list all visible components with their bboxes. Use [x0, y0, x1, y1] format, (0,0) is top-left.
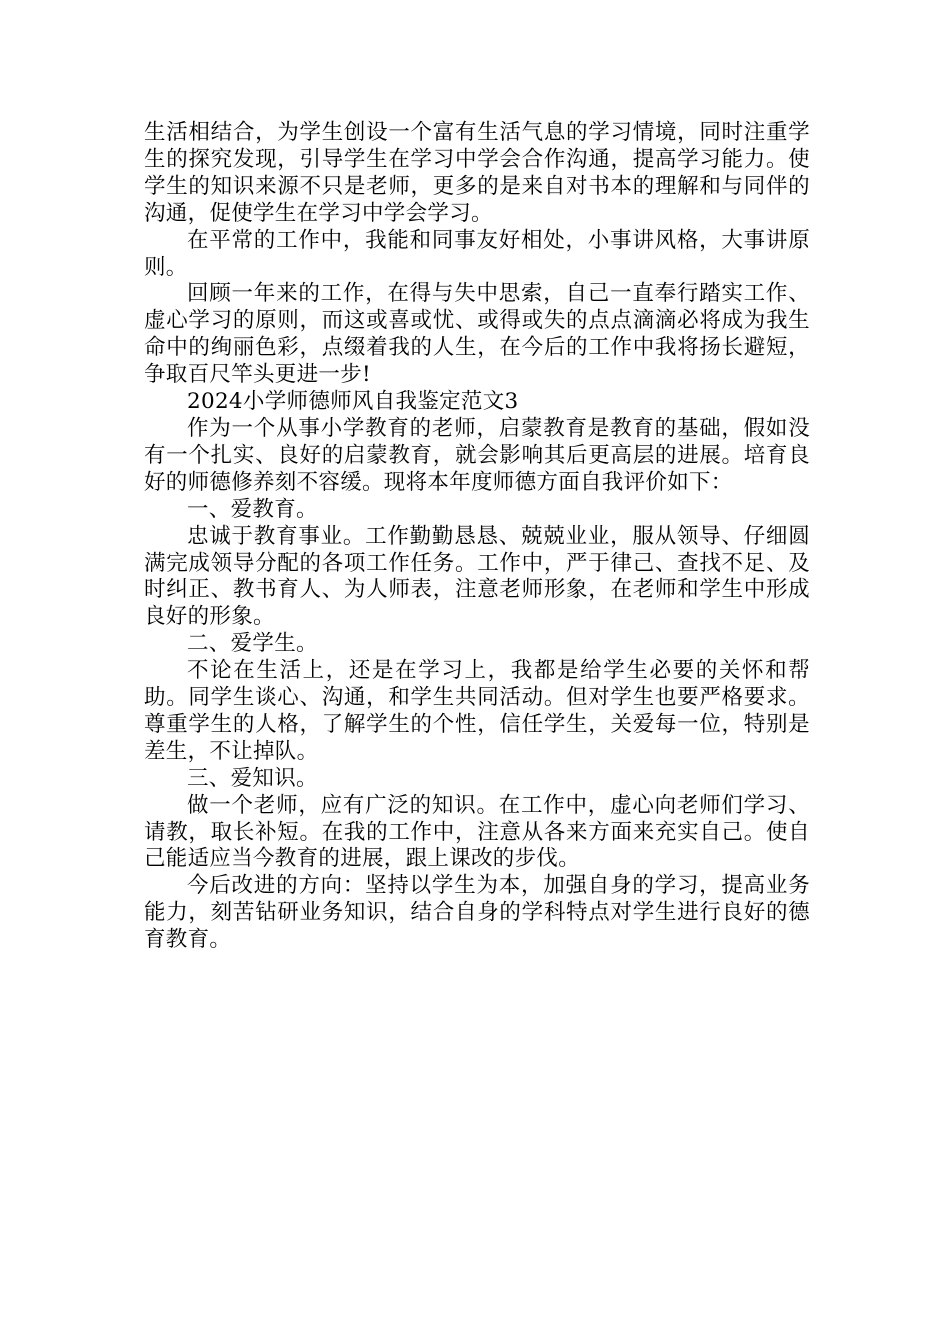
paragraph-love-education: 忠诚于教育事业。工作勤勤恳恳、兢兢业业，服从领导、仔细圆满完成领导分配的各项工作任务。工作中，严于律己、查找不足、及时纠正、教书育人、为人师表，注意老师形象，在老师和学生中形成良好的形象。 [144, 523, 810, 630]
heading-love-knowledge: 三、爱知识。 [187, 765, 318, 791]
paragraph-love-knowledge: 做一个老师，应有广泛的知识。在工作中，虚心向老师们学习、请教，取长补短。在我的工作中，注意从各来方面来充实自己。使自己能适应当今教育的进展，跟上课改的步伐。 [144, 792, 810, 872]
paragraph-continuation: 生活相结合，为学生创设一个富有生活气息的学习情境，同时注重学生的探究发现，引导学生在学习中学会合作沟通，提高学习能力。使学生的知识来源不只是老师，更多的是来自对书本的理解和与同伴的沟通，促使学生在学习中学会学习。 [144, 120, 810, 226]
document-page [144, 120, 810, 954]
heading-love-education: 一、爱教育。 [187, 496, 318, 522]
paragraph-love-students: 不论在生活上，还是在学习上，我都是给学生必要的关怀和帮助。同学生谈心、沟通，和学生共同活动。但对学生也要严格要求。尊重学生的人格，了解学生的个性，信任学生，关爱每一位，特别是差生，不让掉队。 [144, 658, 810, 764]
heading-love-students: 二、爱学生。 [187, 631, 318, 657]
paragraph-improvement: 今后改进的方向：坚持以学生为本，加强自身的学习，提高业务能力，刻苦钻研业务知识，结合自身的学科特点对学生进行良好的德育教育。 [144, 873, 810, 953]
paragraph-colleagues: 在平常的工作中，我能和同事友好相处，小事讲风格，大事讲原则。 [144, 227, 810, 280]
section-heading-sample-3: 2024小学师德师风自我鉴定范文3 [187, 389, 519, 415]
paragraph-intro: 作为一个从事小学教育的老师，启蒙教育是教育的基础，假如没有一个扎实、良好的启蒙教育，就会影响其后更高层的进展。培育良好的师德修养刻不容缓。现将本年度师德方面自我评价如下： [144, 415, 810, 495]
paragraph-review: 回顾一年来的工作，在得与失中思索，自己一直奉行踏实工作、虚心学习的原则，而这或喜或忧、或得或失的点点滴滴必将成为我生命中的绚丽色彩，点缀着我的人生，在今后的工作中我将扬长避短，争取百尺竿头更进一步! [144, 281, 810, 388]
